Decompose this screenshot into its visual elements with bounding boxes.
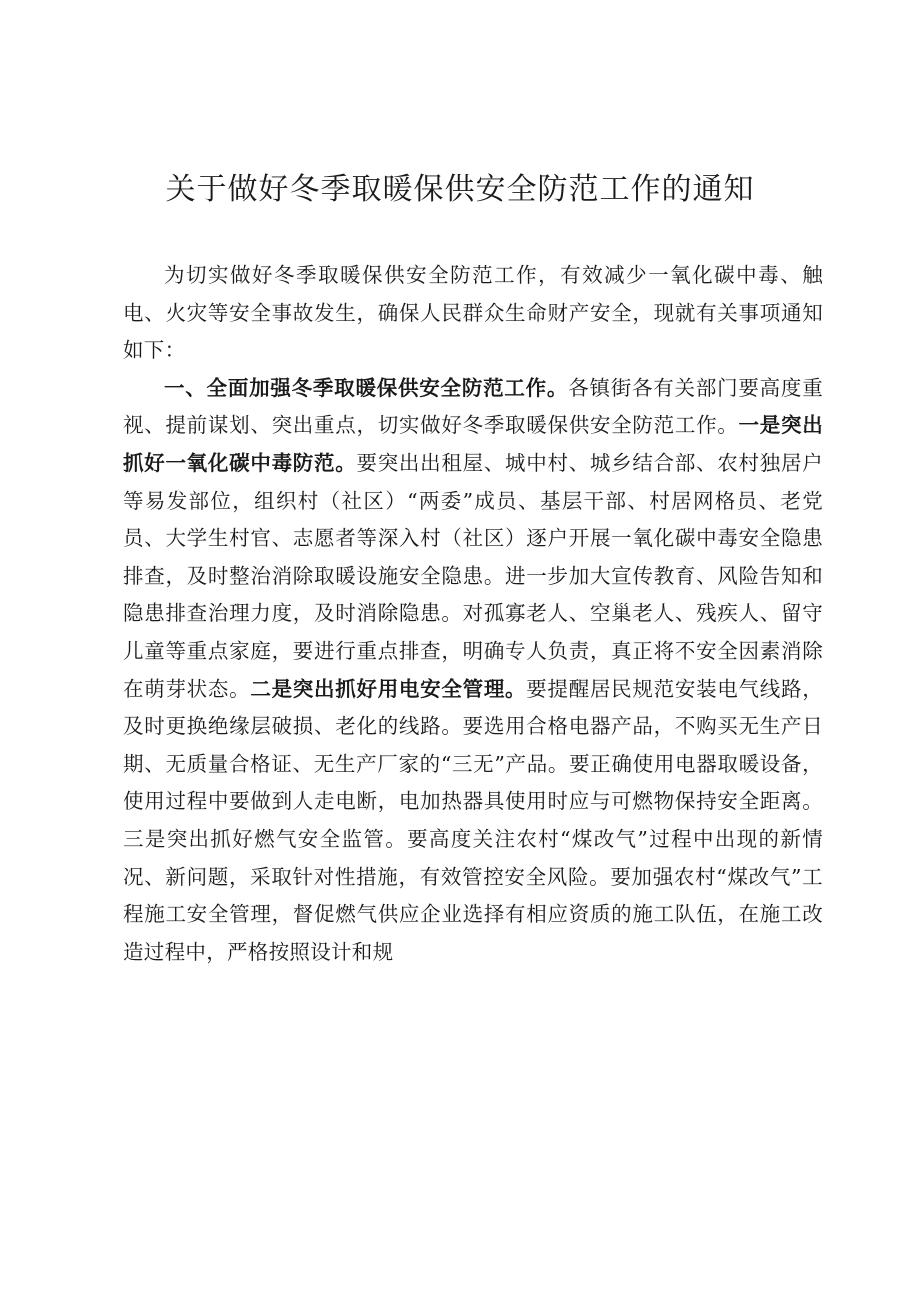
section-1-paragraph: [123, 370, 823, 972]
section-1-text: 各镇街各有关部门要高度重视、提前谋划、突出重点，切实做好冬季取暖保供安全防范工作。: [123, 375, 823, 438]
point-1-heading: 一是突出抓好一氧化碳中毒防范。: [123, 413, 824, 475]
document-title: 关于做好冬季取暖保供安全防范工作的通知: [165, 172, 755, 207]
point-1-text: 要突出出租屋、城中村、城乡结合部、农村独居户等易发部位，组织村（社区）“两委”成员、基层干部、村居网格员、老党员、大学生村官、志愿者等深入村（社区）逐户开展一氧化碳中毒安全隐患排查，及时整治消除取暖设施安全隐患。进一步加大宣传教育、风险告知和隐患排查治理力度，及时消除隐患。对孤寡老人、空巢老人、残疾人、留守儿童等重点家庭，要进行重点排查，明确专人负责，真正将不安全因素消除在萌芽状态。: [123, 450, 823, 701]
intro-paragraph: 为切实做好冬季取暖保供安全防范工作，有效减少一氧化碳中毒、触电、火灾等安全事故发生，确保人民群众生命财产安全，现就有关事项通知如下：: [123, 263, 823, 363]
point-2-heading: 二是突出抓好用电安全管理。: [250, 676, 527, 701]
point-3-text: 三是突出抓好燃气安全监管。要高度关注农村“煤改气”过程中出现的新情况、新问题，采取针对性措施，有效管控安全风险。要加强农村“煤改气”工程施工安全管理，督促燃气供应企业选择有相应资质的施工队伍，在施工改造过程中，严格按照设计和规: [123, 826, 823, 964]
section-1-heading: 一、全面加强冬季取暖保供安全防范工作。: [164, 375, 569, 400]
point-2-text: 要提醒居民规范安装电气线路，及时更换绝缘层破损、老化的线路。要选用合格电器产品，不购买无生产日期、无质量合格证、无生产厂家的“三无”产品。要正确使用电器取暖设备，使用过程中要做到人走电断，电加热器具使用时应与可燃物保持安全距离。: [123, 676, 823, 814]
document-body: [123, 257, 823, 971]
